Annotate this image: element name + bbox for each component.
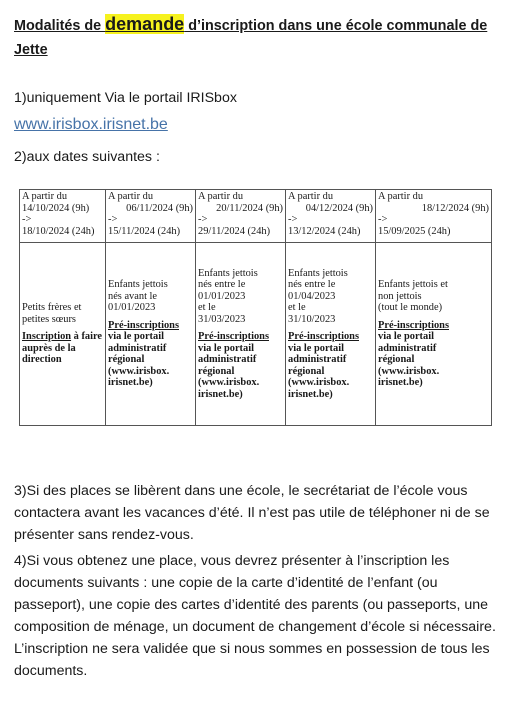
- period-start: 04/12/2024 (9h): [305, 202, 373, 214]
- details-row: [20, 243, 492, 426]
- period-start: 06/11/2024 (9h): [126, 202, 193, 214]
- how-line: [22, 331, 103, 343]
- who-line: Petits frères et: [22, 302, 82, 314]
- period-arrow: ->: [288, 214, 298, 225]
- period-cell: [376, 190, 492, 243]
- title-prefix: Modalités de: [14, 18, 106, 34]
- dates-row: [20, 190, 492, 243]
- via-line: via le portail: [378, 331, 434, 343]
- schedule-table: [19, 189, 492, 426]
- step-1: 1)uniquement Via le portail IRISbox: [14, 90, 237, 106]
- period-arrow: ->: [378, 214, 388, 225]
- via-line: irisnet.be): [378, 377, 423, 389]
- via-line: via le portail: [198, 342, 254, 354]
- details-cell-everyone: [376, 243, 492, 426]
- step-2: 2)aux dates suivantes :: [14, 149, 160, 165]
- period-end: 15/09/2025 (24h): [378, 225, 451, 237]
- who-line: et le: [288, 302, 306, 314]
- period-arrow: ->: [198, 214, 208, 225]
- period-start: 20/11/2024 (9h): [216, 202, 283, 214]
- who-line: non jettois: [378, 290, 422, 302]
- via-line: (www.irisbox.: [378, 365, 440, 377]
- who-line: (tout le monde): [378, 302, 443, 314]
- title-highlight: demande: [105, 14, 185, 34]
- page-title: [14, 12, 499, 62]
- via-line: irisnet.be): [288, 388, 333, 400]
- who-line: Enfants jettois: [288, 267, 348, 279]
- who-line: Enfants jettois et: [378, 279, 448, 291]
- period-from: A partir du: [22, 191, 68, 202]
- who-line: Enfants jettois: [198, 267, 258, 279]
- details-cell-apr-oct-2023: [286, 243, 376, 426]
- period-cell: [106, 190, 196, 243]
- who-line: nés entre le: [198, 279, 246, 291]
- who-line: et le: [198, 302, 216, 314]
- step-3: 3)Si des places se libèrent dans une école, le secrétariat de l’école vous contactera avant les vacances d’été. Il n’est pas utile de téléphoner ni de se présenter sans rendez-vous.: [14, 483, 490, 543]
- who-line: 01/01/2023: [198, 290, 246, 302]
- period-from: A partir du: [288, 191, 334, 202]
- how-line-rest: à faire: [71, 331, 103, 343]
- preinscription-label: Pré-inscriptions: [288, 331, 359, 343]
- via-line: irisnet.be): [108, 377, 153, 389]
- irisbox-link[interactable]: www.irisbox.irisnet.be: [14, 116, 168, 133]
- period-end: 29/11/2024 (24h): [198, 225, 271, 237]
- details-cell-before-2023: [106, 243, 196, 426]
- via-line: (www.irisbox.: [108, 365, 170, 377]
- via-line: via le portail: [108, 331, 164, 343]
- period-from: A partir du: [108, 191, 154, 202]
- who-line: 01/04/2023: [288, 290, 336, 302]
- via-line: administratif: [288, 354, 347, 366]
- period-start: 18/12/2024 (9h): [421, 202, 489, 214]
- via-line: régional: [378, 354, 415, 366]
- period-end: 15/11/2024 (24h): [108, 225, 181, 237]
- period-start: 14/10/2024 (9h): [22, 202, 90, 214]
- period-arrow: ->: [108, 214, 118, 225]
- via-line: régional: [198, 365, 235, 377]
- period-arrow: ->: [22, 214, 32, 225]
- details-cell-jan-mar-2023: [196, 243, 286, 426]
- period-cell: [286, 190, 376, 243]
- who-line: nés avant le: [108, 290, 158, 302]
- via-line: (www.irisbox.: [288, 377, 350, 389]
- who-line: petites sœurs: [22, 313, 76, 325]
- period-end: 13/12/2024 (24h): [288, 225, 361, 237]
- via-line: administratif: [198, 354, 257, 366]
- period-cell: [196, 190, 286, 243]
- who-line: 01/01/2023: [108, 302, 156, 314]
- who-line: nés entre le: [288, 279, 336, 291]
- step-4: 4)Si vous obtenez une place, vous devrez présenter à l’inscription les documents suivants : une copie de la carte d’identité de l’enfant (ou passeport), une copie des cartes d’identité des parents (ou passeports, une composition de ménage, un document de changement d’école si nécessaire. L’inscription ne sera validée que si nous sommes en possession de tous les documents.: [14, 553, 496, 679]
- preinscription-label: Pré-inscriptions: [108, 319, 179, 331]
- period-end: 18/10/2024 (24h): [22, 225, 95, 237]
- irisbox-link-row: [14, 114, 499, 136]
- via-line: régional: [288, 365, 325, 377]
- preinscription-label: Pré-inscriptions: [198, 331, 269, 343]
- via-line: via le portail: [288, 342, 344, 354]
- via-line: administratif: [108, 342, 167, 354]
- who-line: Enfants jettois: [108, 279, 168, 291]
- who-line: 31/10/2023: [288, 313, 336, 325]
- details-cell-siblings: [20, 243, 106, 426]
- via-line: régional: [108, 354, 145, 366]
- how-line: auprès de la: [22, 342, 76, 354]
- period-from: A partir du: [378, 191, 424, 202]
- via-line: administratif: [378, 342, 437, 354]
- period-from: A partir du: [198, 191, 244, 202]
- who-line: 31/03/2023: [198, 313, 246, 325]
- how-line: direction: [22, 354, 62, 366]
- via-line: (www.irisbox.: [198, 377, 260, 389]
- preinscription-label: Pré-inscriptions: [378, 319, 449, 331]
- via-line: irisnet.be): [198, 388, 243, 400]
- title-suffix: d’inscription dans une école communale de Jette: [14, 18, 488, 58]
- period-cell: [20, 190, 106, 243]
- inscription-word: Inscription: [22, 331, 72, 343]
